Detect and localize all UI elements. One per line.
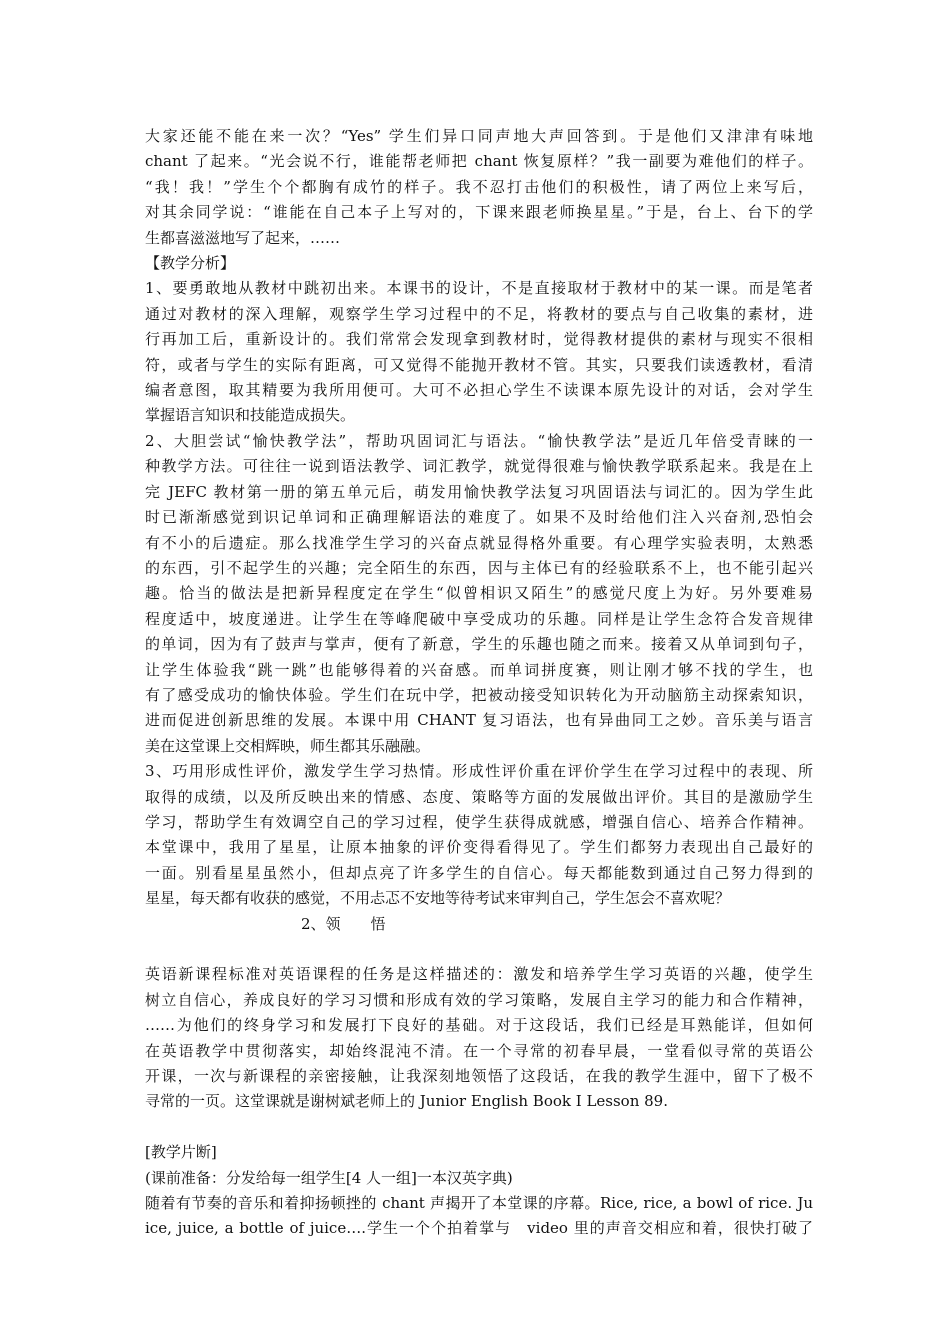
text-line: 3、巧用形成性评价，激发学生学习热情。形成性评价重在评价学生在学习过程中的表现、所 bbox=[145, 762, 813, 781]
paragraph-block-3 bbox=[145, 1140, 813, 1242]
text-line: 学习，帮助学生有效调空自己的学习过程，使学生获得成就感，增强自信心、培养合作精神。 bbox=[145, 812, 813, 831]
text-line: 有了感受成功的愉快体验。学生们在玩中学，把被动接受知识转化为开动脑筋主动探索知识， bbox=[145, 685, 813, 704]
text-line: 掌握语言知识和技能造成损失。 bbox=[145, 406, 356, 425]
text-line: 树立自信心，养成良好的学习习惯和形成有效的学习策略，发展自主学习的能力和合作精神， bbox=[145, 990, 813, 1009]
text-line: ice, juice, a bottle of juice….学生一个个拍着掌与 video 里的声音交相应和着，很快打破了 bbox=[145, 1219, 813, 1238]
text-line: 时已渐渐感觉到识记单词和正确理解语法的难度了。如果不及时给他们注入兴奋剂,恐怕会 bbox=[145, 508, 813, 527]
text-line: 寻常的一页。这堂课就是谢树斌老师上的 Junior English Book I Lesson 89. bbox=[145, 1092, 668, 1111]
blank-line bbox=[145, 1115, 813, 1140]
text-line: 一面。别看星星虽然小，但却点亮了许多学生的自信心。每天都能数到通过自己努力得到的 bbox=[145, 863, 813, 882]
text-line: (课前准备：分发给每一组学生[4 人一组]一本汉英字典) bbox=[145, 1168, 513, 1187]
text-line: 大家还能不能在来一次？“Yes” 学生们异口同声地大声回答到。于是他们又津津有味地 bbox=[145, 127, 813, 145]
text-line: 编者意图，取其精要为我所用便可。大可不必担心学生不读课本原先设计的对话，会对学生 bbox=[145, 381, 813, 400]
text-line: 趣。恰当的做法是把新异程度定在学生“似曾相识又陌生”的感觉尺度上为好。另外要难易 bbox=[145, 584, 813, 603]
text-line: 在英语教学中贯彻落实，却始终混沌不清。在一个寻常的初春早晨，一堂看似寻常的英语公 bbox=[145, 1041, 813, 1060]
text-line: 让学生体验我“跳一跳”也能够得着的兴奋感。而单词拼度赛，则让刚才够不找的学生，也 bbox=[145, 660, 813, 679]
text-line: 生都喜滋滋地写了起来，…… bbox=[145, 228, 341, 247]
text-line: 的东西，引不起学生的兴趣；完全陌生的东西，因与主体已有的经验联系不上，也不能引起兴 bbox=[145, 558, 813, 577]
text-line: ……为他们的终身学习和发展打下良好的基础。对于这段话，我们已经是耳熟能详，但如何 bbox=[145, 1016, 813, 1035]
text-line: 取得的成绩，以及所反映出来的情感、态度、策略等方面的发展做出评价。其目的是激励学生 bbox=[145, 787, 813, 806]
paragraph-block-2 bbox=[145, 962, 813, 1114]
text-line: 通过对教材的深入理解，观察学生学习过程中的不足，将教材的要点与自己收集的素材，进 bbox=[145, 304, 813, 323]
text-line: 开课，一次与新课程的亲密接触，让我深刻地领悟了这段话，在我的教学生涯中，留下了极不 bbox=[145, 1067, 813, 1086]
text-line: 对其余同学说：“谁能在自己本子上写对的，下课来跟老师换星星。”于是，台上、台下的学 bbox=[145, 203, 813, 222]
text-line: 英语新课程标准对英语课程的任务是这样描述的：激发和培养学生学习英语的兴趣，使学生 bbox=[145, 965, 813, 984]
text-line: chant 了起来。“光会说不行，谁能帮老师把 chant 恢复原样？”我一副要为难他们的样子。 bbox=[145, 152, 813, 171]
section-heading: [教学片断] bbox=[145, 1143, 217, 1162]
text-line: 1、要勇敢地从教材中跳初出来。本课书的设计，不是直接取材于教材中的某一课。而是笔者 bbox=[145, 279, 813, 298]
text-line: 随着有节奏的音乐和着抑扬顿挫的 chant 声揭开了本堂课的序幕。Rice, rice, a bowl of rice. Ju bbox=[145, 1194, 813, 1213]
text-line: 有不小的后遗症。那么找准学生学习的兴奋点就显得格外重要。有心理学实验表明，太熟悉 bbox=[145, 533, 813, 552]
section-heading: 【教学分析】 bbox=[145, 254, 236, 273]
blank-line bbox=[145, 937, 813, 962]
text-line: “我！我！”学生个个都胸有成竹的样子。我不忍打击他们的积极性，请了两位上来写后， bbox=[145, 177, 813, 196]
text-line: 程度适中，坡度递进。让学生在等峰爬破中享受成功的乐趣。同样是让学生念符合发音规律 bbox=[145, 609, 813, 628]
text-line: 进而促进创新思维的发展。本课中用 CHANT 复习语法，也有异曲同工之妙。音乐美与语言 bbox=[145, 711, 813, 730]
text-line: 本堂课中，我用了星星，让原本抽象的评价变得看得见了。学生们都努力表现出自己最好的 bbox=[145, 838, 813, 857]
text-line: 符，或者与学生的实际有距离，可又觉得不能抛开教材不管。其实，只要我们读透教材，看清 bbox=[145, 355, 813, 374]
text-line: 星星，每天都有收获的感觉，不用忐忑不安地等待考试来审判自己，学生怎会不喜欢呢？ bbox=[145, 889, 731, 908]
text-line: 种教学方法。可往往一说到语法教学、词汇教学，就觉得很难与愉快教学联系起来。我是在上 bbox=[145, 457, 813, 476]
text-line: 的单词，因为有了鼓声与掌声，便有了新意，学生的乐趣也随之而来。接着又从单词到句子， bbox=[145, 635, 813, 654]
text-line: 完 JEFC 教材第一册的第五单元后，萌发用愉快教学法复习巩固语法与词汇的。因为学生此 bbox=[145, 482, 813, 501]
paragraph-block-1 bbox=[145, 124, 813, 937]
text-line: 2、大胆尝试“愉快教学法”，帮助巩固词汇与语法。“愉快教学法”是近几年倍受青睐的一 bbox=[145, 431, 813, 450]
subheading: 2、领 悟 bbox=[301, 914, 386, 933]
text-line: 美在这堂课上交相辉映，师生都其乐融融。 bbox=[145, 736, 431, 755]
document-page bbox=[145, 124, 813, 1242]
text-line: 行再加工后，重新设计的。我们常常会发现拿到教材时，觉得教材提供的素材与现实不很相 bbox=[145, 330, 813, 349]
